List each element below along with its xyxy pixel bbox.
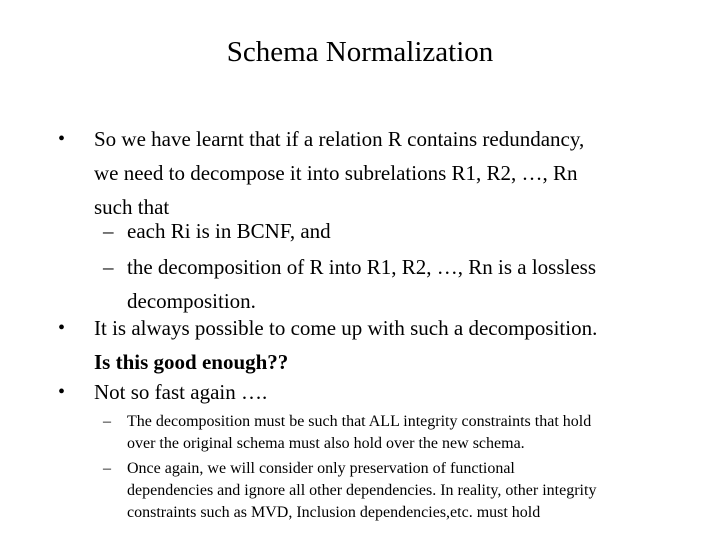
bullet-line: such that (94, 195, 170, 219)
sub-bullet-text (127, 411, 591, 455)
dash-marker: – (103, 413, 111, 430)
sub-bullet-line: over the original schema must also hold over the new schema. (127, 435, 525, 452)
sub-bullet-line: the decomposition of R into R1, R2, …, Rn is a lossless (127, 255, 597, 279)
sub-bullet-line: decomposition. (127, 289, 256, 313)
sub-bullet-text (127, 458, 596, 524)
sub-bullet-line: constraints such as MVD, Inclusion dependencies,etc. must hold (127, 504, 541, 521)
bullet-marker: • (58, 128, 66, 150)
bullet-text: Not so fast again …. (94, 380, 268, 404)
bullet-line: we need to decompose it into subrelations R1, R2, …, Rn (94, 161, 578, 185)
slide-title: Schema Normalization (226, 36, 494, 68)
bullet-text (94, 122, 584, 224)
bullet-line-emphasis: Is this good enough?? (94, 350, 289, 374)
bullet-line: It is always possible to come up with such a decomposition. (94, 316, 598, 340)
sub-bullet-line: dependencies and ignore all other dependencies. In reality, other integrity (127, 482, 597, 499)
dash-marker: – (103, 460, 111, 477)
sub-bullet-line: Once again, we will consider only preservation of functional (127, 460, 515, 477)
bullet-text (94, 311, 597, 379)
bullet-marker: • (58, 317, 66, 339)
dash-marker: – (103, 255, 114, 279)
sub-bullet-text (127, 250, 596, 318)
sub-bullet-text: each Ri is in BCNF, and (127, 219, 331, 243)
bullet-marker: • (58, 381, 66, 403)
sub-bullet-line: The decomposition must be such that ALL integrity constraints that hold (127, 413, 592, 430)
dash-marker: – (103, 219, 114, 243)
bullet-line: So we have learnt that if a relation R contains redundancy, (94, 127, 585, 151)
